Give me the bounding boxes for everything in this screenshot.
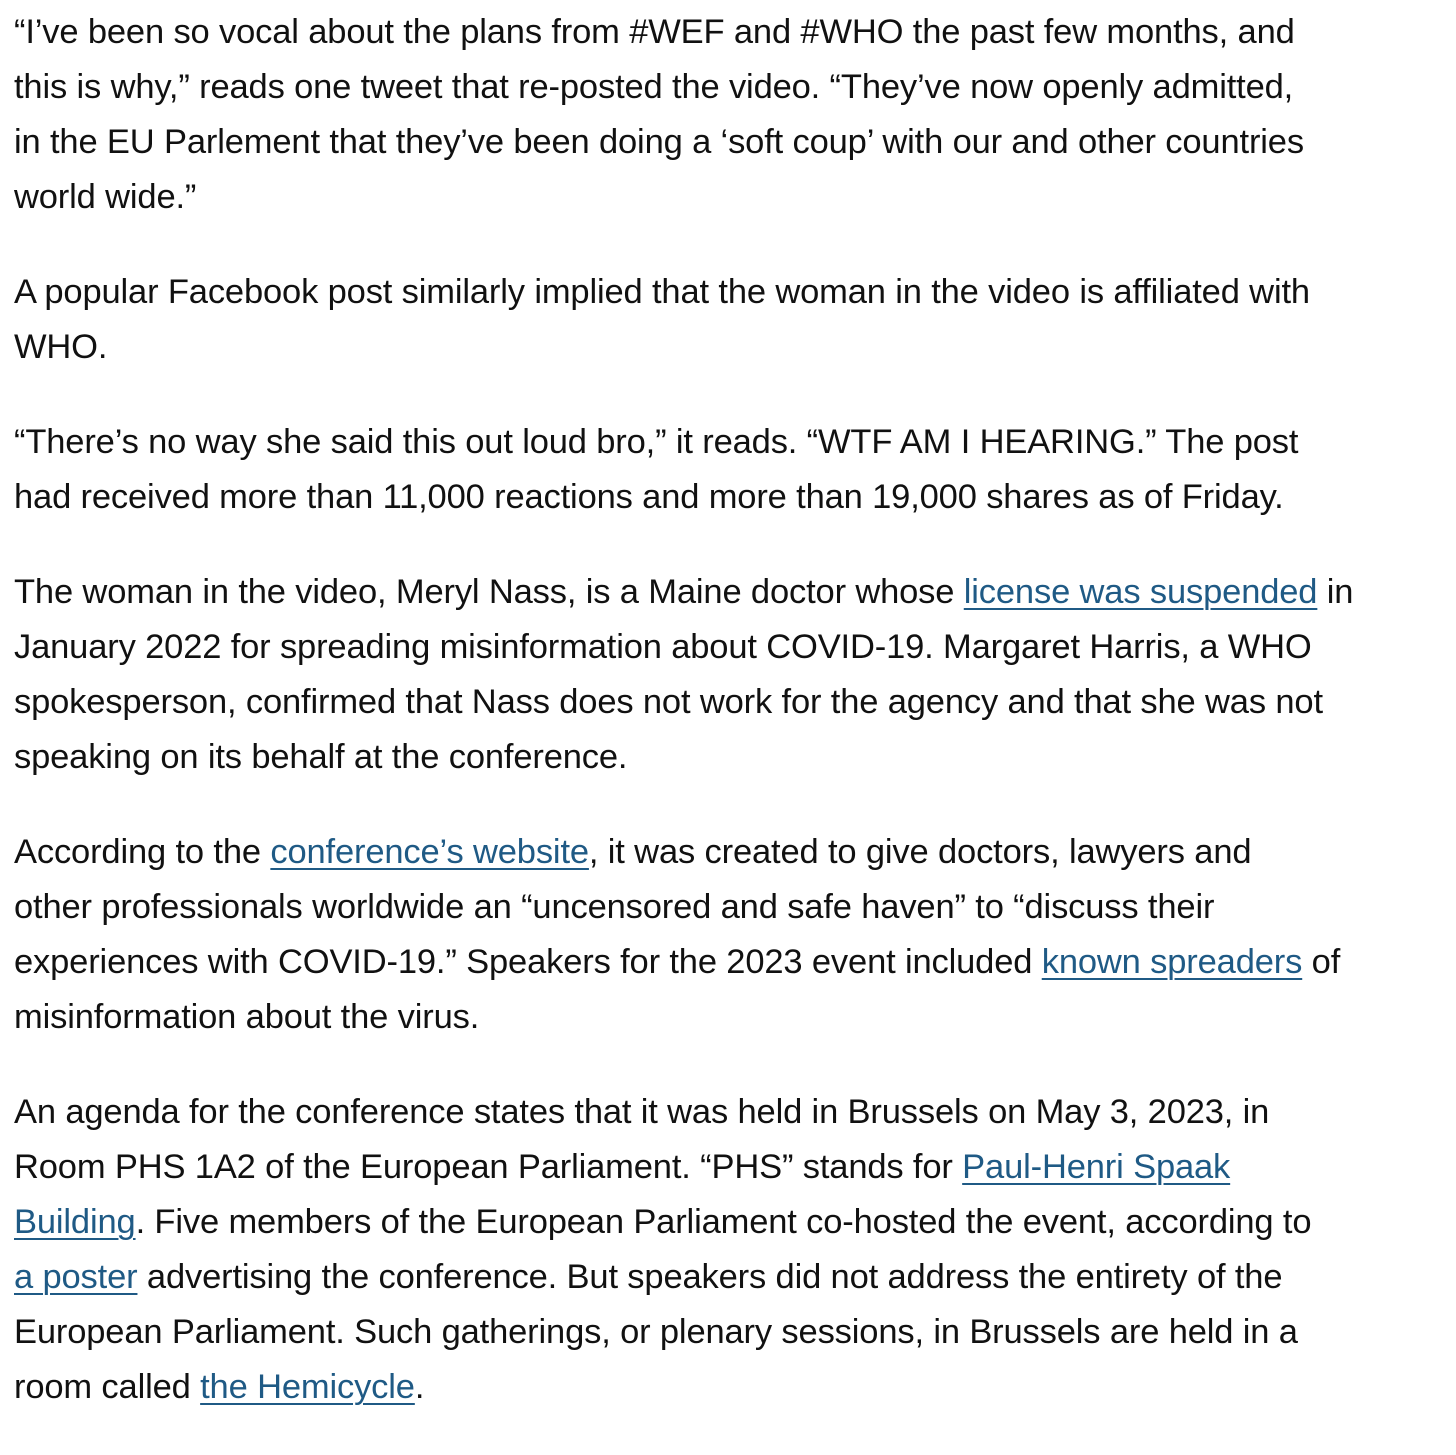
paragraph-agenda xyxy=(14,1085,1446,1415)
link-the-hemicycle[interactable]: the Hemicycle xyxy=(200,1368,415,1406)
text-run: , it was created to give doctors, lawyers and xyxy=(588,833,1252,871)
text-run: room called xyxy=(14,1368,201,1406)
text-line xyxy=(14,5,1446,60)
paragraph-post-quote xyxy=(14,415,1446,525)
link-a-poster[interactable]: a poster xyxy=(14,1258,138,1296)
text-run: January 2022 for spreading misinformation about COVID-19. Margaret Harris, a WHO xyxy=(14,628,1312,666)
text-run: experiences with COVID-19.” Speakers for the 2023 event included xyxy=(14,943,1042,981)
text-line xyxy=(14,935,1446,990)
text-run: WHO. xyxy=(14,328,108,366)
text-line xyxy=(14,620,1446,675)
text-run: According to the xyxy=(14,833,271,871)
text-run: A popular Facebook post similarly implied that the woman in the video is affiliated with xyxy=(14,273,1310,311)
text-line xyxy=(14,675,1446,730)
text-line xyxy=(14,880,1446,935)
text-run: European Parliament. Such gatherings, or plenary sessions, in Brussels are held in a xyxy=(14,1313,1298,1351)
text-line xyxy=(14,1085,1446,1140)
text-run: this is why,” reads one tweet that re-posted the video. “They’ve now openly admitted, xyxy=(14,68,1294,106)
text-run: world wide.” xyxy=(14,178,197,216)
link-conference-website[interactable]: conference’s website xyxy=(270,833,589,871)
paragraph-conference-website xyxy=(14,825,1446,1045)
text-line xyxy=(14,170,1446,225)
text-run: speaking on its behalf at the conference. xyxy=(14,738,628,776)
paragraph-meryl-nass xyxy=(14,565,1446,785)
text-line xyxy=(14,1250,1446,1305)
paragraph-facebook-post xyxy=(14,265,1446,375)
text-line xyxy=(14,265,1446,320)
text-line xyxy=(14,825,1446,880)
text-line xyxy=(14,730,1446,785)
link-known-spreaders[interactable]: known spreaders xyxy=(1041,943,1303,981)
text-line xyxy=(14,115,1446,170)
text-run: Room PHS 1A2 of the European Parliament. “PHS” stands for xyxy=(14,1148,963,1186)
text-run: had received more than 11,000 reactions and more than 19,000 shares as of Friday. xyxy=(14,478,1284,516)
text-line xyxy=(14,1360,1446,1415)
text-line xyxy=(14,320,1446,375)
paragraph-tweet-quote xyxy=(14,5,1446,225)
text-run: “I’ve been so vocal about the plans from #WEF and #WHO the past few months, and xyxy=(14,13,1295,51)
text-run: The woman in the video, Meryl Nass, is a Maine doctor whose xyxy=(14,573,964,611)
text-line xyxy=(14,1140,1446,1195)
link-license-suspended[interactable]: license was suspended xyxy=(963,573,1318,611)
text-line xyxy=(14,565,1446,620)
text-line xyxy=(14,60,1446,115)
text-line xyxy=(14,990,1446,1045)
link-paul-henri-spaak-building[interactable]: Paul-Henri Spaak xyxy=(962,1148,1231,1186)
text-run: in xyxy=(1317,573,1354,611)
text-run: of xyxy=(1302,943,1341,981)
text-run: “There’s no way she said this out loud bro,” it reads. “WTF AM I HEARING.” The post xyxy=(14,423,1299,461)
text-run: An agenda for the conference states that it was held in Brussels on May 3, 2023, in xyxy=(14,1093,1270,1131)
text-run: in the EU Parlement that they’ve been doing a ‘soft coup’ with our and other countries xyxy=(14,123,1304,161)
article-body xyxy=(14,5,1446,1455)
text-line xyxy=(14,1305,1446,1360)
text-run: other professionals worldwide an “uncensored and safe haven” to “discuss their xyxy=(14,888,1215,926)
text-line xyxy=(14,470,1446,525)
text-run: misinformation about the virus. xyxy=(14,998,480,1036)
text-run: advertising the conference. But speakers did not address the entirety of the xyxy=(137,1258,1283,1296)
link-paul-henri-spaak-building[interactable]: Building xyxy=(14,1203,136,1241)
text-line xyxy=(14,1195,1446,1250)
text-run: . Five members of the European Parliament co-hosted the event, according to xyxy=(135,1203,1312,1241)
text-run: . xyxy=(414,1368,425,1406)
text-run: spokesperson, confirmed that Nass does not work for the agency and that she was not xyxy=(14,683,1323,721)
text-line xyxy=(14,415,1446,470)
